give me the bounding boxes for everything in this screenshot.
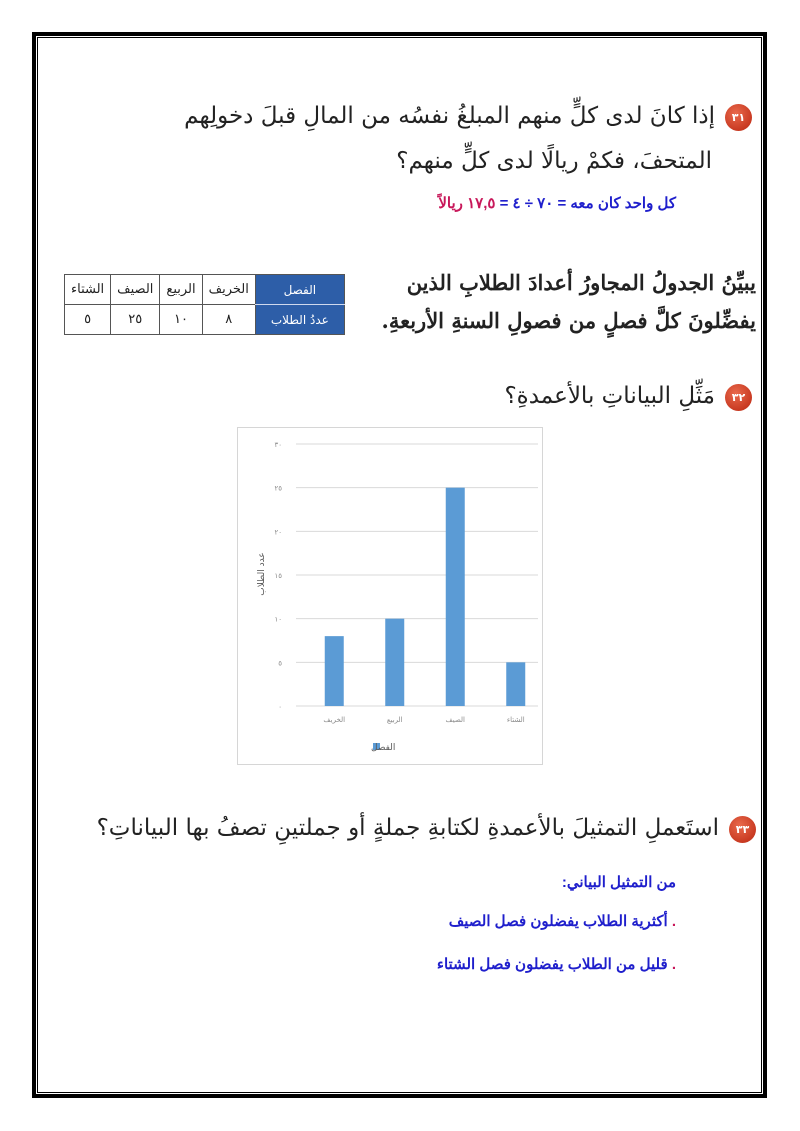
question-number-badge: ٣٢	[725, 384, 752, 411]
question-31-answer	[438, 194, 676, 212]
intro-line-2: يفضِّلونَ كلَّ فصلٍ من فصولِ السنةِ الأربعةِ.	[381, 308, 756, 333]
answer-point	[449, 912, 676, 930]
bar	[446, 488, 465, 706]
bar	[325, 636, 344, 706]
question-32-text: مَثِّلِ البياناتِ بالأعمدةِ؟	[504, 383, 715, 409]
answer-heading: من التمثيل البياني:	[561, 874, 676, 891]
intro-line-1: يبيِّنُ الجدولُ المجاورُ أعدادَ الطلابِ الذين	[406, 270, 756, 295]
y-tick-label: ١٥	[274, 572, 282, 580]
question-number-badge: ٣١	[725, 104, 752, 131]
x-tick-label: الصيف	[445, 716, 466, 724]
table-row-seasons	[65, 275, 345, 305]
y-tick-label: ٢٥	[274, 484, 282, 493]
table-row-header: عددُ الطلاب	[255, 305, 344, 335]
y-tick-label: ٠	[278, 703, 282, 711]
legend	[371, 743, 395, 753]
question-33-text: استَعملِ التمثيلَ بالأعمدةِ لكتابةِ جملةٍ أو جملتينِ تصفُ بها البياناتِ؟	[96, 815, 719, 841]
y-tick-label: ٥	[278, 659, 282, 668]
bar	[506, 662, 525, 706]
table-cell: الخريف	[202, 275, 255, 305]
question-33	[97, 815, 756, 843]
table-cell: ٥	[65, 305, 111, 335]
bullet-icon: .	[671, 913, 676, 930]
answer-result: ١٧,٥ ريالاً	[438, 195, 496, 212]
answer-point-text: أكثرية الطلاب يفضلون فصل الصيف	[448, 913, 668, 930]
table-row-header: الفصل	[255, 275, 344, 305]
table-cell: الصيف	[111, 275, 160, 305]
bar-chart-svg	[238, 428, 544, 766]
answer-point	[437, 955, 676, 973]
bar	[385, 619, 404, 706]
table-cell: ١٠	[160, 305, 202, 335]
bar-chart	[237, 427, 543, 765]
season-table	[64, 274, 345, 335]
legend-label: الفصل	[371, 743, 396, 753]
table-cell: الربيع	[160, 275, 202, 305]
question-31-line-1	[184, 103, 752, 131]
question-number-badge: ٣٣	[729, 816, 756, 843]
table-row-counts	[65, 305, 345, 335]
x-tick-label: الشتاء	[506, 716, 525, 724]
question-31-line-2: المتحفَ، فكمْ ريالًا لدى كلٍّ منهم؟	[396, 148, 712, 174]
y-axis-label: عدد الطلاب	[257, 552, 267, 596]
table-cell: الشتاء	[65, 275, 111, 305]
question-31-text: إذا كانَ لدى كلٍّ منهم المبلغُ نفسُه من المالِ قبلَ دخولِهم	[184, 103, 715, 129]
answer-equation: كل واحد كان معه = ٧٠ ÷ ٤ =	[495, 195, 676, 212]
y-tick-label: ٢٠	[274, 528, 282, 537]
table-cell: ٢٥	[111, 305, 160, 335]
x-tick-label: الربيع	[386, 716, 403, 724]
answer-point-text: قليل من الطلاب يفضلون فصل الشتاء	[436, 956, 668, 973]
table-cell: ٨	[202, 305, 255, 335]
y-tick-label: ٣٠	[274, 441, 282, 449]
bullet-icon: .	[671, 956, 676, 973]
y-tick-label: ١٠	[274, 615, 282, 624]
x-tick-label: الخريف	[323, 716, 346, 724]
question-32	[504, 383, 752, 411]
